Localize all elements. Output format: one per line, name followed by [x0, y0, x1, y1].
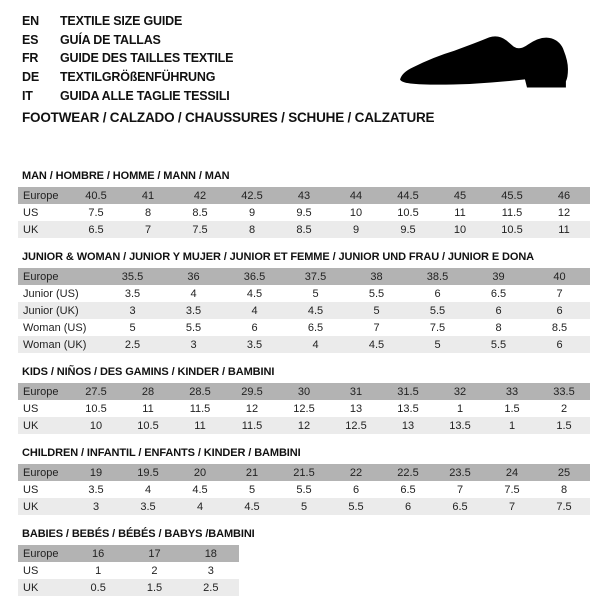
language-code: DE [22, 70, 39, 85]
size-value: 6.5 [452, 500, 468, 513]
size-value: 8.5 [192, 206, 208, 219]
size-value: 7 [556, 287, 563, 300]
size-value: 41 [141, 189, 155, 202]
size-value: 19.5 [137, 466, 159, 479]
table-row [18, 383, 590, 400]
size-value: 3.5 [124, 287, 141, 300]
size-value: 4 [312, 338, 319, 351]
size-value: 33.5 [553, 385, 575, 398]
size-value: 27.5 [85, 385, 107, 398]
table-row [18, 417, 590, 434]
size-value: 3 [190, 338, 197, 351]
table-row [18, 579, 239, 596]
size-value: 42.5 [241, 189, 263, 202]
size-value: 8 [248, 223, 256, 236]
size-value: 7.5 [556, 500, 572, 513]
size-value: 5 [248, 483, 256, 496]
size-value: 40.5 [85, 189, 107, 202]
row-label: Europe [23, 547, 59, 560]
row-label: Europe [23, 466, 59, 479]
size-value: 1.5 [146, 581, 163, 594]
size-value: 13.5 [449, 419, 471, 432]
size-value: 12 [245, 402, 259, 415]
size-value: 6 [404, 500, 412, 513]
size-value: 5 [312, 287, 319, 300]
size-value: 6 [352, 483, 360, 496]
size-value: 4.5 [244, 500, 260, 513]
size-value: 8 [144, 206, 152, 219]
size-value: 9 [248, 206, 256, 219]
size-table [18, 268, 590, 353]
size-value: 3.5 [88, 483, 104, 496]
table-row [18, 268, 590, 285]
size-value: 45 [453, 189, 467, 202]
language-list [22, 12, 233, 105]
size-value: 43 [297, 189, 311, 202]
size-value: 40 [553, 270, 566, 283]
size-value: 8 [495, 321, 502, 334]
size-value: 35.5 [121, 270, 144, 283]
row-label: US [23, 402, 39, 415]
category-line: FOOTWEAR / CALZADO / CHAUSSURES / SCHUHE / CALZATURE [22, 110, 435, 125]
size-table [18, 383, 590, 434]
size-value: 5.5 [490, 338, 507, 351]
size-value: 8.5 [551, 321, 568, 334]
section-heading: MAN / HOMBRE / HOMME / MANN / MAN [22, 170, 230, 182]
row-label: US [23, 206, 39, 219]
size-value: 46 [557, 189, 571, 202]
section-heading: BABIES / BEBÉS / BÉBÉS / BABYS /BAMBINI [22, 528, 255, 540]
size-value: 10 [89, 419, 103, 432]
size-value: 10.5 [397, 206, 419, 219]
size-value: 12.5 [345, 419, 367, 432]
language-title: GUIDA ALLE TAGLIE TESSILI [60, 88, 230, 103]
table-row [18, 319, 590, 336]
size-value: 1.5 [504, 402, 520, 415]
size-value: 10 [349, 206, 363, 219]
size-value: 7 [456, 483, 464, 496]
size-value: 9.5 [400, 223, 416, 236]
size-value: 1 [456, 402, 464, 415]
size-tables [18, 170, 590, 600]
size-value: 6.5 [490, 287, 507, 300]
size-value: 11 [194, 419, 206, 432]
size-value: 4 [196, 500, 204, 513]
size-value: 4.5 [246, 287, 263, 300]
table-row [18, 336, 590, 353]
size-value: 2.5 [203, 581, 219, 594]
language-row [22, 86, 233, 105]
size-value: 20 [193, 466, 207, 479]
row-label: Woman (UK) [23, 338, 87, 351]
size-value: 5 [373, 304, 380, 317]
size-value: 6 [556, 338, 563, 351]
size-value: 11 [454, 206, 466, 219]
size-value: 39 [492, 270, 505, 283]
size-value: 1.5 [556, 419, 572, 432]
size-value: 5 [434, 338, 441, 351]
size-value: 21.5 [293, 466, 315, 479]
size-value: 12 [557, 206, 571, 219]
size-value: 3.5 [185, 304, 202, 317]
size-value: 9.5 [296, 206, 312, 219]
size-value: 36.5 [243, 270, 266, 283]
size-value: 30 [297, 385, 311, 398]
size-value: 28 [141, 385, 155, 398]
shoe-icon [398, 34, 570, 94]
size-value: 4 [251, 304, 258, 317]
size-value: 38 [370, 270, 383, 283]
table-row [18, 187, 590, 204]
size-value: 3 [129, 304, 136, 317]
language-row [22, 12, 233, 31]
size-value: 10.5 [137, 419, 159, 432]
size-value: 28.5 [189, 385, 211, 398]
size-value: 5.5 [368, 287, 385, 300]
size-value: 24 [505, 466, 519, 479]
size-value: 3 [207, 564, 214, 577]
row-label: Europe [23, 270, 59, 283]
size-value: 29.5 [241, 385, 263, 398]
size-value: 5.5 [429, 304, 446, 317]
size-value: 7 [144, 223, 152, 236]
language-title: TEXTILGRÖßENFÜHRUNG [60, 70, 216, 85]
size-value: 11.5 [189, 402, 211, 415]
size-value: 7.5 [192, 223, 208, 236]
row-label: UK [23, 500, 39, 513]
table-row [18, 562, 239, 579]
row-label: UK [23, 223, 39, 236]
size-value: 4.5 [192, 483, 208, 496]
size-value: 44 [349, 189, 363, 202]
size-section [18, 366, 590, 434]
row-label: UK [23, 581, 39, 594]
size-value: 7.5 [88, 206, 104, 219]
size-value: 4 [144, 483, 152, 496]
size-value: 2 [151, 564, 158, 577]
row-label: UK [23, 419, 39, 432]
size-value: 6 [434, 287, 441, 300]
size-value: 4 [190, 287, 197, 300]
size-value: 3 [92, 500, 100, 513]
size-value: 1 [508, 419, 516, 432]
size-value: 6.5 [307, 321, 324, 334]
size-value: 33 [505, 385, 519, 398]
language-row [22, 31, 233, 50]
size-value: 16 [92, 547, 105, 560]
size-section [18, 251, 590, 353]
size-value: 31.5 [397, 385, 419, 398]
size-value: 22.5 [397, 466, 419, 479]
size-value: 18 [204, 547, 217, 560]
language-title: GUIDE DES TAILLES TEXTILE [60, 51, 234, 66]
size-value: 6.5 [400, 483, 416, 496]
size-value: 17 [148, 547, 161, 560]
size-value: 21 [245, 466, 259, 479]
table-row [18, 285, 590, 302]
size-value: 3.5 [140, 500, 156, 513]
size-table [18, 545, 239, 596]
size-value: 5.5 [348, 500, 364, 513]
size-value: 42 [193, 189, 207, 202]
row-label: Junior (US) [23, 287, 79, 300]
size-value: 5 [300, 500, 308, 513]
table-row [18, 481, 590, 498]
size-value: 44.5 [397, 189, 419, 202]
table-row [18, 545, 239, 562]
size-value: 5.5 [296, 483, 312, 496]
language-title: GUÍA DE TALLAS [60, 32, 161, 47]
size-section [18, 447, 590, 515]
size-value: 12 [297, 419, 311, 432]
size-value: 2 [560, 402, 568, 415]
size-value: 9 [352, 223, 360, 236]
section-heading: CHILDREN / INFANTIL / ENFANTS / KINDER / BAMBINI [22, 447, 301, 459]
size-value: 7 [373, 321, 380, 334]
size-value: 13 [401, 419, 415, 432]
size-value: 11 [142, 402, 154, 415]
size-value: 11.5 [241, 419, 263, 432]
table-row [18, 204, 590, 221]
language-code: FR [22, 51, 39, 66]
language-row [22, 68, 233, 87]
language-code: EN [22, 14, 39, 29]
row-label: Junior (UK) [23, 304, 79, 317]
size-value: 5 [129, 321, 136, 334]
size-table [18, 464, 590, 515]
size-value: 5.5 [185, 321, 202, 334]
size-value: 13 [349, 402, 363, 415]
size-section [18, 170, 590, 238]
row-label: Europe [23, 189, 59, 202]
section-heading: KIDS / NIÑOS / DES GAMINS / KINDER / BAMBINI [22, 366, 275, 378]
size-value: 10.5 [85, 402, 107, 415]
table-row [18, 400, 590, 417]
language-code: IT [22, 88, 33, 103]
size-value: 36 [187, 270, 200, 283]
size-value: 13.5 [397, 402, 419, 415]
size-value: 25 [557, 466, 571, 479]
size-value: 1 [95, 564, 102, 577]
size-value: 6 [251, 321, 258, 334]
size-value: 4.5 [368, 338, 385, 351]
size-value: 2.5 [124, 338, 141, 351]
size-value: 7.5 [429, 321, 446, 334]
size-value: 22 [349, 466, 363, 479]
size-value: 38.5 [426, 270, 449, 283]
table-row [18, 498, 590, 515]
size-value: 6 [556, 304, 563, 317]
size-value: 11 [558, 223, 570, 236]
size-value: 6.5 [88, 223, 104, 236]
language-row [22, 49, 233, 68]
table-row [18, 464, 590, 481]
row-label: US [23, 564, 39, 577]
language-title: TEXTILE SIZE GUIDE [60, 14, 183, 29]
size-value: 37.5 [304, 270, 327, 283]
row-label: Europe [23, 385, 59, 398]
size-value: 10.5 [501, 223, 523, 236]
size-value: 45.5 [501, 189, 523, 202]
size-table [18, 187, 590, 238]
size-value: 11.5 [501, 206, 523, 219]
size-value: 19 [89, 466, 103, 479]
size-value: 31 [349, 385, 363, 398]
size-value: 7.5 [504, 483, 520, 496]
table-row [18, 302, 590, 319]
section-heading: JUNIOR & WOMAN / JUNIOR Y MUJER / JUNIOR ET FEMME / JUNIOR UND FRAU / JUNIOR E DONA [22, 251, 535, 263]
size-value: 10 [453, 223, 467, 236]
size-value: 8 [560, 483, 568, 496]
size-section [18, 528, 590, 596]
row-label: US [23, 483, 39, 496]
row-label: Woman (US) [23, 321, 87, 334]
size-value: 0.5 [90, 581, 106, 594]
size-value: 6 [495, 304, 502, 317]
size-value: 7 [508, 500, 516, 513]
size-value: 4.5 [307, 304, 324, 317]
size-value: 23.5 [449, 466, 471, 479]
table-row [18, 221, 590, 238]
size-value: 3.5 [246, 338, 263, 351]
size-value: 8.5 [296, 223, 312, 236]
size-value: 32 [453, 385, 467, 398]
size-value: 12.5 [293, 402, 315, 415]
language-code: ES [22, 32, 39, 47]
